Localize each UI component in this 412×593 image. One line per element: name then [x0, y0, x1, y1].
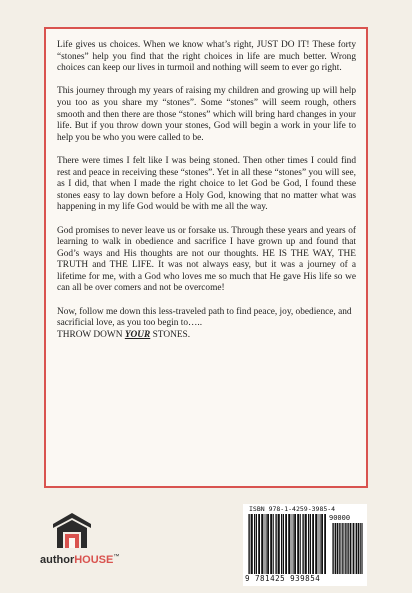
barcode-addon-bars [331, 523, 363, 574]
publisher-logo [40, 510, 130, 580]
blurb-paragraph-2: This journey through my years of raising my children and growing up will help you too as you share my “stones”. Some “stones” will seem rough, others smooth and then there are those “stones” which will bring hard changes in your life. But if you throw down your stones, God will begin a work in your life to help you be who you were called to be. [57, 86, 356, 143]
barcode-bars [247, 514, 327, 574]
ean-digits: 9 781425 939854 [245, 574, 321, 583]
publisher-name [40, 554, 119, 566]
closing-prefix: THROW DOWN [57, 329, 125, 340]
closing-line: Now, follow me down this less-traveled path to find peace, joy, obedience, and sacrificial love, as you too begin to….. [57, 306, 352, 329]
closing-suffix: STONES. [150, 329, 191, 340]
blurb-paragraph-4: God promises to never leave us or forsake us. Through these years and years of learning to walk in obedience and sacrifice I have grown up and found that God’s ways and His thoughts are not our thoughts. HE IS THE WAY, THE TRUTH and THE LIFE. It was not always easy, but it was a journey of a lifetime for me, with a God who loves me so much that He gave His life so we can all be over comers and not be overcome! [57, 225, 356, 294]
isbn-number: ISBN 978-1-4259-3985-4 [249, 505, 336, 513]
closing-emphasis: YOUR [124, 329, 151, 340]
blurb-paragraph-1: Life gives us choices. When we know what’s right, JUST DO IT! These forty “stones” help you find that the right choices in life are much better. Wrong choices can keep our lives in turmoil and nothing will seem to ever go right. [57, 40, 356, 74]
blurb-text [57, 40, 356, 341]
trademark-symbol: ™ [113, 554, 120, 560]
publisher-name-part1: author [40, 554, 75, 566]
isbn-barcode [243, 504, 367, 586]
house-logo-icon [50, 510, 94, 550]
blurb-paragraph-3: There were times I felt like I was being stoned. Then other times I could find rest and peace in receiving these “stones”. Yet in all these “stones” you will see, as I did, that when I made the right choice to let God be God, I found these stones easy to lay down before a Holy God, knowing that no matter what was happening in my life God would be with me all the way. [57, 155, 356, 213]
blurb-closing [57, 307, 356, 342]
publisher-name-part2: HOUSE [74, 554, 114, 566]
price-code: 90000 [329, 514, 351, 522]
